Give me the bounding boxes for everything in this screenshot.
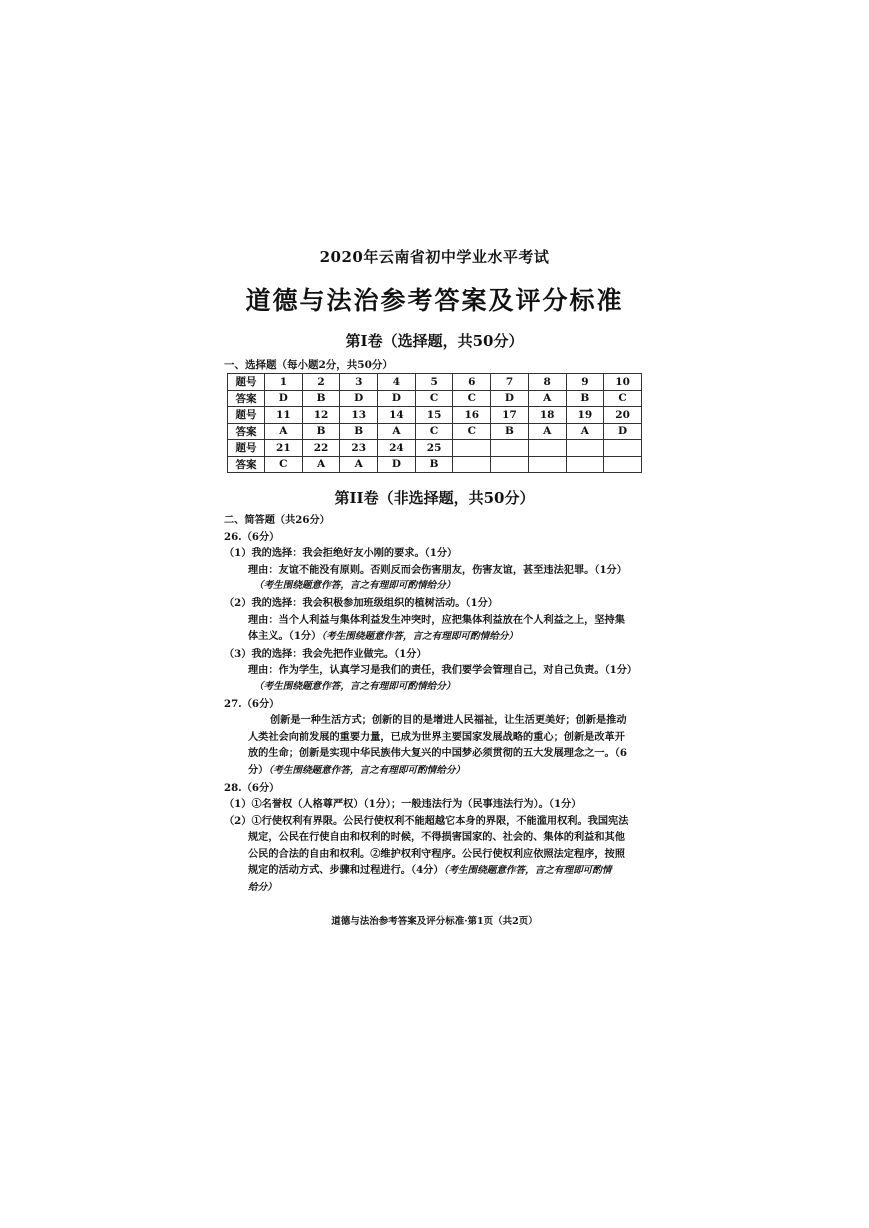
- question-number-cell: 19: [566, 407, 604, 424]
- question-number-cell: 13: [340, 407, 378, 424]
- question-number-cell: 12: [302, 407, 340, 424]
- answer-cell: [453, 456, 491, 473]
- question-number-cell: 17: [491, 407, 529, 424]
- question-number-row: [228, 407, 642, 424]
- question-number-cell: [491, 440, 529, 457]
- question-number-cell: 6: [453, 374, 491, 391]
- answer-cell: [528, 456, 566, 473]
- question-number-cell: 1: [265, 374, 303, 391]
- answer-cell: D: [378, 456, 416, 473]
- exam-title: 2020年云南省初中学业水平考试: [319, 248, 550, 266]
- answer-label: 答案: [228, 456, 265, 473]
- q26-part2-note: （考生围绕题意作答，言之有理即可酌情给分）: [321, 631, 518, 643]
- answer-cell: B: [566, 390, 604, 407]
- question-number-cell: 8: [528, 374, 566, 391]
- question-number-cell: 15: [415, 407, 453, 424]
- answer-cell: A: [528, 390, 566, 407]
- q28-part2-line3: 公民的合法的自由和权利。②维护权利守程序。公民行使权利应依照法定程序，按照: [248, 847, 625, 860]
- answer-cell: C: [415, 423, 453, 440]
- answer-row: [228, 390, 642, 407]
- question-number-cell: 18: [528, 407, 566, 424]
- question-number-label: 题号: [228, 440, 265, 457]
- answer-cell: B: [491, 423, 529, 440]
- answer-cell: B: [302, 390, 340, 407]
- answer-cell: A: [265, 423, 303, 440]
- answer-cell: C: [415, 390, 453, 407]
- q26-part2-reason-end: 体主义。（1分）: [248, 630, 322, 643]
- q26-part3-choice: （3）我的选择：我会先把作业做完。（1分）: [224, 647, 427, 660]
- answer-cell: A: [528, 423, 566, 440]
- question-number-cell: 14: [378, 407, 416, 424]
- q26-heading: 26.（6分）: [224, 530, 280, 543]
- q27-answer-line3: 放的生命；创新是实现中华民族伟大复兴的中国梦必须贯彻的五大发展理念之一。（6: [248, 747, 627, 760]
- q26-part1-choice: （1）我的选择：我会拒绝好友小刚的要求。（1分）: [224, 547, 458, 560]
- q28-note-end: 给分）: [248, 882, 277, 894]
- answer-label: 答案: [228, 423, 265, 440]
- question-number-row: [228, 440, 642, 457]
- question-number-cell: 16: [453, 407, 491, 424]
- answer-cell: D: [491, 390, 529, 407]
- question-number-cell: [528, 440, 566, 457]
- answer-cell: D: [340, 390, 378, 407]
- question-number-cell: 24: [378, 440, 416, 457]
- answer-cell: B: [415, 456, 453, 473]
- answer-cell: [491, 456, 529, 473]
- question-number-cell: 11: [265, 407, 303, 424]
- q28-note: （考生围绕题意作答，言之有理即可酌情: [443, 865, 612, 877]
- q26-part1-note: （考生围绕题意作答，言之有理即可酌情给分）: [254, 580, 456, 592]
- question-number-cell: 7: [491, 374, 529, 391]
- answer-cell: A: [378, 423, 416, 440]
- q27-answer-line2: 人类社会向前发展的重要力量，已成为世界主要国家发展战略的重心；创新是改革开: [248, 730, 625, 743]
- question-number-cell: 21: [265, 440, 303, 457]
- question-number-cell: 25: [415, 440, 453, 457]
- answer-cell: A: [566, 423, 604, 440]
- answer-cell: C: [453, 390, 491, 407]
- answer-table: [227, 373, 642, 473]
- question-number-cell: 10: [604, 374, 642, 391]
- question-number-cell: [566, 440, 604, 457]
- answer-cell: A: [340, 456, 378, 473]
- question-number-cell: 5: [415, 374, 453, 391]
- q27-heading: 27.（6分）: [224, 697, 280, 710]
- q27-answer-line4: [224, 762, 648, 780]
- answer-cell: D: [265, 390, 303, 407]
- multiple-choice-section-heading: 一、选择题（每小题2分，共50分）: [224, 359, 393, 371]
- q27-answer-end: 分）: [248, 763, 269, 776]
- question-number-cell: [453, 440, 491, 457]
- q26-part2-reason-line2: [224, 628, 648, 646]
- short-answer-section: [224, 512, 648, 897]
- question-number-row: [228, 374, 642, 391]
- answer-row: [228, 456, 642, 473]
- question-number-label: 题号: [228, 374, 265, 391]
- q28-part1: （1）①名誉权（人格尊严权）（1分）；一般违法行为（民事违法行为）。（1分）: [224, 798, 582, 811]
- question-number-cell: [604, 440, 642, 457]
- answer-cell: D: [604, 423, 642, 440]
- answer-cell: [566, 456, 604, 473]
- answer-cell: C: [453, 423, 491, 440]
- answer-label: 答案: [228, 390, 265, 407]
- volume2-title: 第II卷（非选择题，共50分）: [334, 489, 535, 507]
- question-number-cell: 4: [378, 374, 416, 391]
- answer-row: [228, 423, 642, 440]
- document-title: 道德与法治参考答案及评分标准: [245, 286, 624, 315]
- question-number-cell: 22: [302, 440, 340, 457]
- short-answer-section-heading: 二、简答题（共26分）: [224, 514, 330, 526]
- q26-part3-reason: 理由：作为学生，认真学习是我们的责任，我们要学会管理自己，对自己负责。（1分）: [248, 664, 638, 677]
- question-number-cell: 20: [604, 407, 642, 424]
- q26-part2-reason-line1: 理由：当个人利益与集体利益发生冲突时，应把集体利益放在个人利益之上，坚持集: [248, 613, 625, 626]
- q27-note: （考生围绕题意作答，言之有理即可酌情给分）: [268, 764, 466, 776]
- question-number-label: 题号: [228, 407, 265, 424]
- answer-cell: A: [302, 456, 340, 473]
- answer-cell: C: [265, 456, 303, 473]
- q27-answer-line1: 创新是一种生活方式；创新的目的是增进人民福祉，让生活更美好；创新是推动: [270, 714, 627, 727]
- page-footer: 道德与法治参考答案及评分标准·第1页（共2页）: [331, 916, 538, 927]
- answer-cell: B: [340, 423, 378, 440]
- volume1-title: 第Ⅰ卷（选择题，共50分）: [345, 332, 524, 350]
- q28-part2-line2: 规定，公民在行使自由和权利的时候，不得损害国家的、社会的、集体的利益和其他: [248, 831, 625, 844]
- q28-part2-end: 规定的活动方式、步骤和过程进行。（4分）: [248, 864, 444, 877]
- q28-heading: 28.（6分）: [224, 781, 280, 794]
- question-number-cell: 23: [340, 440, 378, 457]
- q26-part1-reason: 理由：友谊不能没有原则。否则反而会伤害朋友，伤害友谊，甚至违法犯罪。（1分）: [248, 563, 627, 576]
- q28-part2-line1: （2）①行使权利有界限。公民行使权利不能超越它本身的界限，不能滥用权利。我国宪法: [224, 814, 629, 827]
- question-number-cell: 2: [302, 374, 340, 391]
- question-number-cell: 3: [340, 374, 378, 391]
- q26-part3-note: （考生围绕题意作答，言之有理即可酌情给分）: [254, 680, 456, 692]
- q26-part2-choice: （2）我的选择：我会积极参加班级组织的植树活动。（1分）: [224, 596, 498, 609]
- answer-cell: C: [604, 390, 642, 407]
- question-number-cell: 9: [566, 374, 604, 391]
- q28-part2-line4: [224, 862, 648, 880]
- answer-cell: D: [378, 390, 416, 407]
- answer-cell: [604, 456, 642, 473]
- answer-cell: B: [302, 423, 340, 440]
